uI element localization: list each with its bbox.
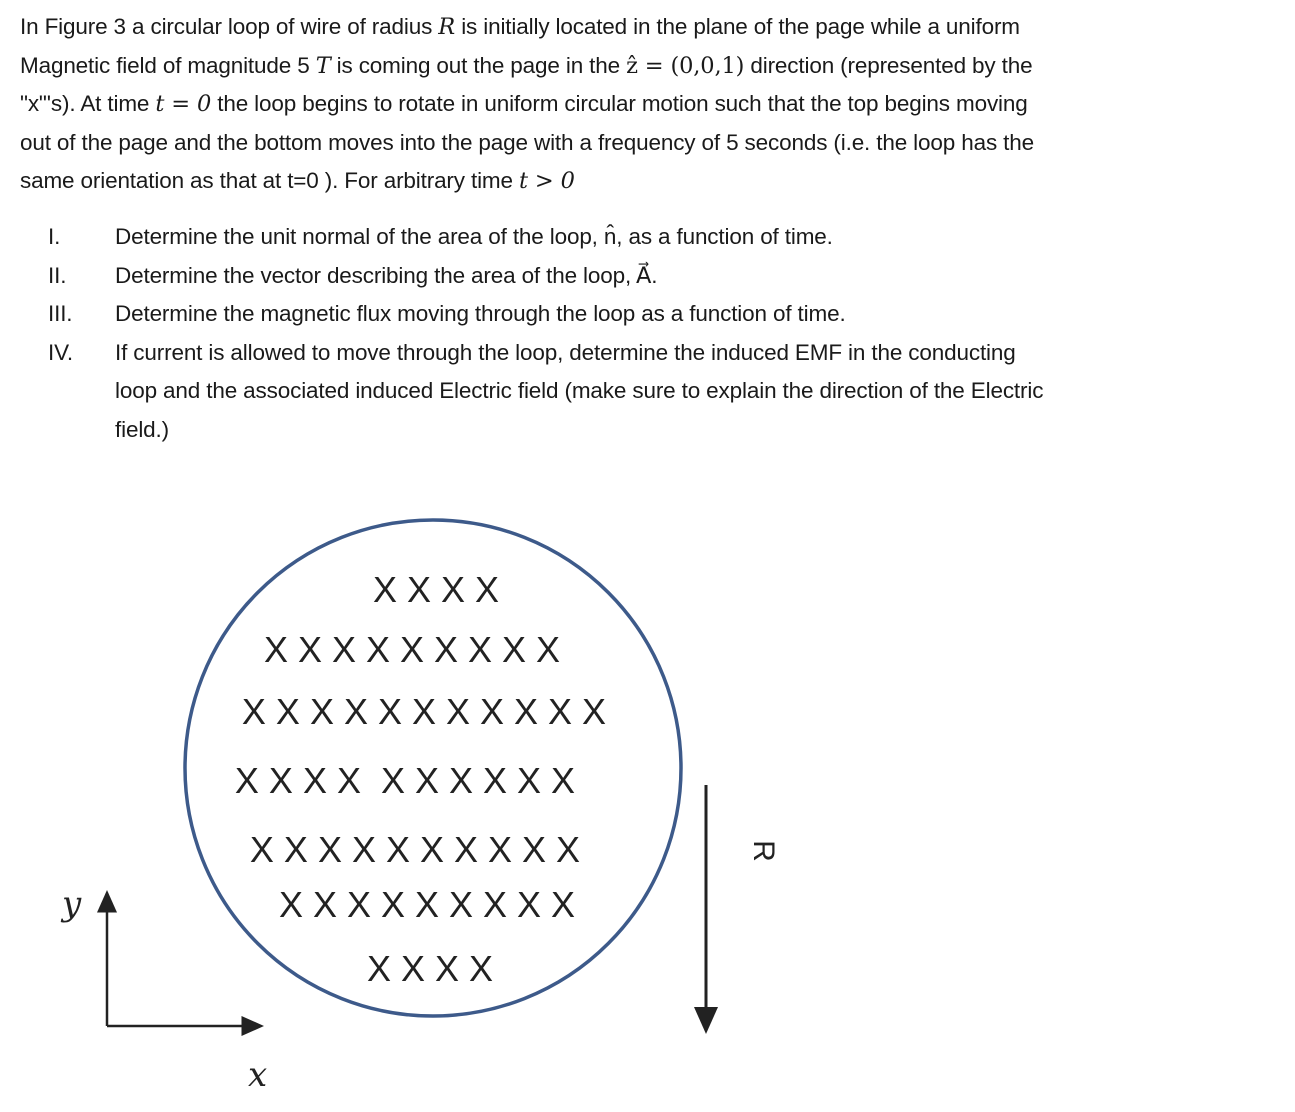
field-row-1: X X X X <box>372 569 500 610</box>
field-row-4: X X X X X X X X X X <box>234 760 576 801</box>
field-row-6: X X X X X X X X X <box>278 884 576 925</box>
radius-label: R <box>747 840 780 862</box>
time-zero: t = 0 <box>155 91 212 117</box>
field-row-5: X X X X X X X X X X <box>249 829 581 870</box>
radius-indicator <box>706 785 780 1022</box>
question-number: II. <box>48 262 67 288</box>
time-positive: t > 0 <box>519 168 575 194</box>
field-row-3: X X X X X X X X X X X <box>241 691 607 732</box>
field-row-7: X X X X <box>366 948 494 989</box>
z-hat-vector: ẑ = (0,0,1) <box>626 52 745 79</box>
field-row-2: X X X X X X X X X <box>263 629 561 670</box>
question-number: IV. <box>48 339 73 365</box>
statement-line-4: out of the page and the bottom moves into the page with a frequency of 5 seconds (i.e. the loop has the <box>20 129 1034 155</box>
statement-line-5: same orientation as that at t=0 ). For arbitrary time t > 0 <box>20 168 575 194</box>
statement-line-3: "x"'s). At time t = 0 the loop begins to rotate in uniform circular motion such that the top begins moving <box>20 91 1028 117</box>
question-number: I. <box>48 224 61 249</box>
statement-line-2: Magnetic field of magnitude 5 T is coming out the page in the ẑ = (0,0,1) direction (represented by the <box>20 52 1033 79</box>
question-number: III. <box>48 301 73 326</box>
statement-line-1: In Figure 3 a circular loop of wire of radius R is initially located in the plane of the page while a uniform <box>20 14 1020 40</box>
question-text: If current is allowed to move through the loop, determine the induced EMF in the conducting loop and the associated induced Electric field (make sure to explain the direction of the Electric field.) <box>115 339 1044 442</box>
coordinate-axes <box>60 884 267 1095</box>
question-text: Determine the magnetic flux moving through the loop as a function of time. <box>115 301 846 326</box>
question-text: Determine the vector describing the area of the loop, A⃗. <box>115 262 658 288</box>
radius-variable: R <box>438 14 456 40</box>
tesla-unit: T <box>315 52 331 79</box>
y-axis-label: y <box>62 884 82 924</box>
x-axis-label: x <box>248 1055 268 1095</box>
question-text: Determine the unit normal of the area of the loop, n̂, as a function of time. <box>115 224 833 249</box>
